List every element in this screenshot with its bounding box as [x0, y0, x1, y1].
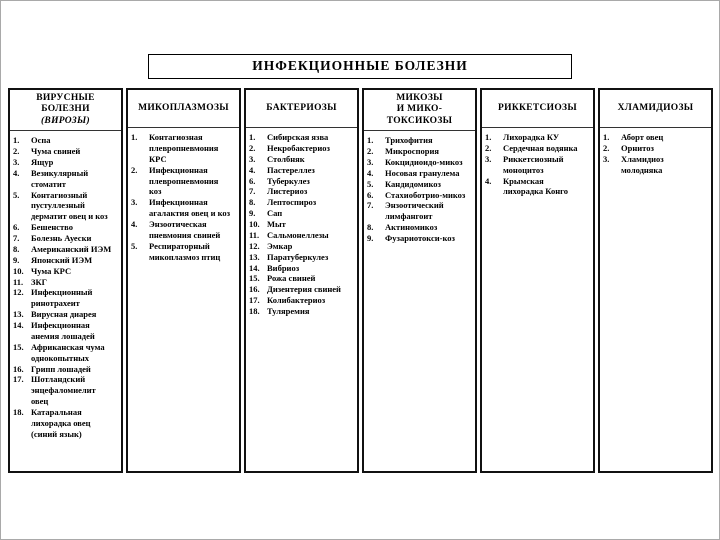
list-item — [10, 233, 121, 244]
item-text: Трихофития — [385, 135, 433, 146]
list-item — [10, 287, 121, 309]
item-text: Орнитоз — [621, 142, 654, 153]
list-item — [10, 255, 121, 266]
item-text: Африканская чума однокопытных — [31, 341, 105, 363]
item-text: Шотландский энцефаломиелит овец — [31, 374, 96, 407]
list-item — [10, 157, 121, 168]
column-list — [246, 128, 357, 317]
item-text: Энзоотическая пневмония свиней — [149, 219, 221, 240]
column-header — [128, 90, 239, 128]
list-item — [128, 132, 239, 165]
item-number: 3. — [485, 153, 492, 164]
item-text: Лихорадка КУ — [503, 132, 560, 142]
column-title-line: БОЛЕЗНИ — [41, 104, 90, 115]
item-text: Ящур — [31, 156, 54, 167]
list-item — [10, 320, 121, 342]
item-number: 1. — [13, 135, 20, 146]
item-text: Респираторный микоплазмоз птиц — [149, 240, 221, 262]
column-header — [482, 90, 593, 128]
item-text: Контагиозная плевропневмония КРС — [149, 132, 219, 164]
list-item — [128, 165, 239, 198]
item-number: 11. — [13, 276, 24, 287]
column-header — [364, 90, 475, 131]
item-text: Листериоз — [267, 186, 308, 197]
item-number: 6. — [13, 222, 20, 233]
list-item — [246, 186, 357, 197]
column-mycosis-mycotoxicosis — [362, 88, 477, 473]
item-text: Чума свиней — [31, 146, 81, 157]
item-number: 10. — [13, 265, 24, 276]
list-item — [10, 168, 121, 190]
item-number: 2. — [131, 164, 138, 175]
item-number: 17. — [249, 295, 260, 306]
list-item — [246, 165, 357, 176]
item-text: ЗКГ — [31, 276, 48, 287]
item-number: 2. — [603, 142, 610, 153]
list-item — [128, 197, 239, 219]
list-item — [600, 154, 711, 176]
column-title-line: ТОКСИКОЗЫ — [386, 115, 453, 126]
column-title-line: БАКТЕРИОЗЫ — [266, 102, 337, 113]
list-item — [364, 200, 475, 222]
list-item — [364, 146, 475, 157]
item-text: Вирусная диарея — [31, 309, 97, 320]
column-title-line: И МИКО- — [396, 104, 443, 115]
item-text: Туберкулез — [267, 175, 310, 186]
item-text: Микроспория — [385, 146, 439, 157]
columns — [8, 88, 713, 473]
item-text: Некробактериоз — [267, 142, 330, 153]
column-rickettsiosis — [480, 88, 595, 473]
list-item — [364, 190, 475, 201]
column-list — [10, 131, 121, 440]
item-number: 6. — [367, 189, 374, 200]
column-title-line: РИККЕТСИОЗЫ — [498, 102, 577, 113]
item-number: 16. — [249, 284, 260, 295]
item-number: 2. — [367, 146, 374, 157]
list-item — [246, 197, 357, 208]
item-text: Инфекционная анемия лошадей — [31, 320, 95, 341]
item-text: Туляремия — [267, 306, 310, 316]
item-text: Инфекционный ринотрахеит — [31, 287, 93, 309]
list-item — [128, 219, 239, 241]
item-text: Сибирская язва — [267, 132, 329, 142]
list-item — [246, 273, 357, 284]
list-item — [364, 168, 475, 179]
item-number: 4. — [131, 219, 138, 229]
item-number: 15. — [249, 273, 260, 284]
item-text: Катаральная лихорадка овец (синий язык) — [31, 407, 91, 439]
list-item — [482, 132, 593, 143]
list-item — [246, 143, 357, 154]
item-number: 4. — [367, 167, 374, 178]
item-text: Инфекционная агалактия овец и коз — [149, 197, 231, 219]
item-text: Инфекционная плевропневмония коз — [149, 164, 219, 197]
item-text: Фузариотокси-коз — [385, 233, 455, 244]
list-item — [600, 143, 711, 154]
item-number: 5. — [13, 189, 20, 200]
item-text: Аборт овец — [621, 132, 664, 142]
item-number: 13. — [249, 251, 260, 262]
column-bacteriosis — [244, 88, 359, 473]
list-item — [246, 284, 357, 295]
list-item — [10, 222, 121, 233]
column-list — [128, 128, 239, 263]
item-text: Паратуберкулез — [267, 251, 329, 262]
item-number: 16. — [13, 363, 24, 374]
page-title: ИНФЕКЦИОННЫЕ БОЛЕЗНИ — [252, 58, 468, 73]
list-item — [10, 364, 121, 375]
item-number: 14. — [13, 320, 24, 331]
column-title-line: МИКОПЛАЗМОЗЫ — [138, 102, 229, 113]
item-number: 3. — [603, 153, 610, 164]
list-item — [600, 132, 711, 143]
item-number: 8. — [13, 243, 20, 254]
list-item — [246, 230, 357, 241]
list-item — [482, 176, 593, 198]
list-item — [10, 277, 121, 288]
list-item — [246, 154, 357, 165]
item-text: Мыт — [267, 219, 286, 229]
list-item — [246, 241, 357, 252]
item-text: Вибриоз — [267, 262, 300, 273]
item-number: 1. — [603, 132, 610, 142]
column-list — [364, 131, 475, 244]
item-number: 1. — [367, 135, 374, 146]
column-list — [600, 128, 711, 176]
item-number: 9. — [367, 233, 374, 244]
item-text: Оспа — [31, 135, 51, 146]
item-text: Столбняк — [267, 153, 305, 164]
list-item — [10, 342, 121, 364]
list-item — [10, 266, 121, 277]
list-item — [364, 222, 475, 233]
column-subtitle: (ВИРОЗЫ) — [40, 115, 91, 126]
item-text: Эмкар — [267, 240, 293, 251]
item-text: Хламидиоз молодняка — [621, 153, 664, 175]
title-box — [148, 54, 572, 79]
item-number: 3. — [131, 197, 138, 208]
item-number: 5. — [131, 240, 138, 251]
item-number: 3. — [249, 153, 256, 164]
item-text: Кокцидиоидо-микоз — [385, 156, 463, 167]
list-item — [10, 190, 121, 223]
list-item — [364, 179, 475, 190]
list-item — [10, 407, 121, 440]
item-text: Риккетсиозный моноцитоз — [503, 153, 564, 175]
item-text: Чума КРС — [31, 265, 72, 276]
item-number: 2. — [485, 142, 492, 153]
item-text: Болезнь Ауески — [31, 233, 92, 244]
item-number: 8. — [367, 222, 374, 233]
item-number: 4. — [249, 164, 256, 175]
item-text: Везикулярный стоматит — [31, 167, 89, 189]
item-text: Крымская лихорадка Конго — [503, 175, 569, 197]
column-header — [600, 90, 711, 128]
item-number: 11. — [249, 229, 260, 240]
item-text: Сальмонеллезы — [267, 229, 329, 240]
column-title-line: ВИРУСНЫЕ — [36, 93, 95, 103]
item-number: 3. — [367, 156, 374, 167]
item-text: Контагиозный пустуллезный дерматит овец и коз — [31, 189, 108, 222]
list-item — [482, 154, 593, 176]
list-item — [10, 135, 121, 146]
list-item — [10, 146, 121, 157]
item-number: 3. — [13, 156, 20, 167]
list-item — [10, 309, 121, 320]
item-number: 18. — [13, 407, 24, 418]
item-number: 2. — [13, 146, 20, 157]
item-text: Сердечная водянка — [503, 142, 578, 153]
item-text: Энзоотический лимфангоит — [385, 200, 444, 222]
item-text: Актиномикоз — [385, 222, 438, 233]
column-title-line: ХЛАМИДИОЗЫ — [617, 102, 694, 113]
item-number: 10. — [249, 219, 260, 229]
column-viral-diseases — [8, 88, 123, 473]
column-list — [482, 128, 593, 197]
list-item — [246, 306, 357, 317]
list-item — [364, 157, 475, 168]
list-item — [10, 244, 121, 255]
item-text: Японский ИЭМ — [31, 254, 93, 265]
list-item — [246, 252, 357, 263]
item-text: Пастереллез — [267, 164, 315, 175]
item-text: Носовая гранулема — [385, 167, 460, 178]
column-chlamydiosis — [598, 88, 713, 473]
column-title-line: МИКОЗЫ — [396, 93, 443, 103]
item-text: Колибактериоз — [267, 295, 326, 306]
item-number: 4. — [485, 175, 492, 186]
list-item — [246, 219, 357, 230]
column-header — [246, 90, 357, 128]
column-header — [10, 90, 121, 131]
item-text: Сап — [267, 208, 283, 219]
item-text: Кандидомикоз — [385, 178, 441, 189]
list-item — [246, 208, 357, 219]
list-item — [246, 295, 357, 306]
item-number: 6. — [249, 175, 256, 186]
item-number: 12. — [249, 240, 260, 251]
item-text: Американский ИЭМ — [31, 243, 112, 254]
item-text: Рожа свиней — [267, 273, 316, 284]
list-item — [246, 132, 357, 143]
item-number: 9. — [13, 254, 20, 265]
item-text: Стахиоботрио-микоз — [385, 189, 466, 200]
list-item — [246, 263, 357, 274]
list-item — [128, 241, 239, 263]
item-number: 2. — [249, 142, 256, 153]
item-text: Дизентерия свиней — [267, 284, 341, 295]
item-number: 7. — [13, 233, 20, 244]
column-mycoplasmosis — [126, 88, 241, 473]
item-number: 7. — [249, 186, 256, 197]
list-item — [482, 143, 593, 154]
item-number: 13. — [13, 309, 24, 320]
item-number: 7. — [367, 200, 374, 211]
item-number: 1. — [131, 132, 138, 142]
list-item — [10, 374, 121, 407]
list-item — [246, 176, 357, 187]
item-number: 5. — [367, 178, 374, 189]
item-number: 18. — [249, 306, 260, 316]
item-number: 4. — [13, 167, 20, 178]
list-item — [364, 233, 475, 244]
list-item — [364, 135, 475, 146]
item-text: Бешенство — [31, 222, 73, 233]
item-text: Грипп лошадей — [31, 363, 91, 374]
item-number: 17. — [13, 374, 24, 385]
item-number: 12. — [13, 287, 24, 298]
item-number: 9. — [249, 208, 256, 219]
item-number: 1. — [485, 132, 492, 142]
item-number: 14. — [249, 262, 260, 273]
item-number: 1. — [249, 132, 256, 142]
item-number: 8. — [249, 197, 256, 208]
item-number: 15. — [13, 341, 24, 352]
item-text: Лептоспироз — [267, 197, 317, 208]
